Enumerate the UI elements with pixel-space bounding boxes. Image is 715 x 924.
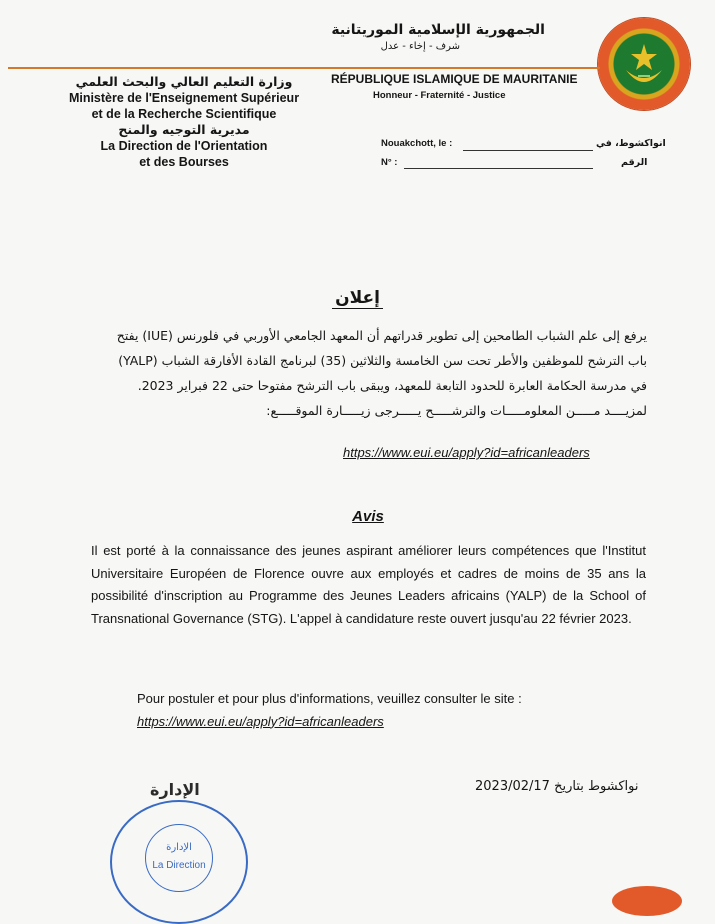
place-label-ar: انواكشوط، في: [596, 138, 666, 149]
avis-apply-text: Pour postuler et pour plus d'informations, veuillez consulter le site :: [137, 691, 522, 706]
header-fr-motto: Honneur - Fraternité - Justice: [373, 90, 506, 101]
direction-fr-2: et des Bourses: [139, 155, 229, 169]
avis-paragraph: Il est porté à la connaissance des jeunes aspirant améliorer leurs compétences que l'Institut Universitaire Européen de Florence ouvre aux employés et cadres de moins de 35 ans la possibilité d'inscription au Programme des Jeunes Leaders africains (YALP) de la School of Transnational Governance (STG). L'appel à candidature reste ouvert jusqu'au 22 février 2023.: [91, 543, 646, 626]
header-ar-motto: شرف - إخاء - عدل: [380, 41, 460, 52]
number-line: [404, 168, 593, 169]
number-label-fr: N° :: [381, 157, 398, 168]
official-stamp: [110, 800, 248, 924]
announcement-link[interactable]: https://www.eui.eu/apply?id=africanleaders: [343, 445, 590, 460]
mauritania-seal: [598, 18, 690, 110]
header-fr-republic: RÉPUBLIQUE ISLAMIQUE DE MAURITANIE: [331, 72, 578, 86]
place-label-fr: Nouakchott, le :: [381, 138, 453, 149]
signature: الإدارة: [150, 780, 200, 799]
ministry-fr-2: et de la Recherche Scientifique: [91, 107, 277, 121]
announcement-title-text: إعلان: [332, 288, 383, 309]
stamp-inner-circle: [145, 824, 213, 892]
announcement-line-1: يرفع إلى علم الشباب الطامحين إلى تطوير قدراتهم أن المعهد الجامعي الأوربي في فلورنس (IUE) يفتح: [116, 328, 647, 343]
direction-ar: مديرية التوجيه والمنح: [118, 122, 250, 137]
corner-mark: [612, 886, 682, 916]
avis-apply-block: [137, 688, 647, 733]
ministry-block: [64, 74, 304, 170]
direction-fr-1: La Direction de l'Orientation: [100, 139, 268, 153]
ministry-fr-1: Ministère de l'Enseignement Supérieur: [68, 91, 300, 105]
header-ar-republic: الجمهورية الإسلامية الموريتانية: [331, 22, 545, 38]
announcement-body: [67, 323, 647, 423]
avis-title: Avis: [352, 508, 384, 525]
number-label-ar: الرقم: [621, 157, 648, 168]
ministry-ar: وزارة التعليم العالي والبحث العلمي: [75, 74, 293, 89]
place-line: [463, 150, 593, 151]
announcement-line-3: في مدرسة الحكامة العابرة للحدود التابعة للمعهد، ويبقى باب الترشح مفتوحا حتى 22 فبراير 2023.: [137, 378, 647, 393]
announcement-line-2: باب الترشح للموظفين والأطر تحت سن الخامسة والثلاثين (35) لبرنامج القادة الأفارقة الشباب (YALP): [118, 353, 647, 368]
star-crescent-icon: [598, 18, 690, 110]
announcement-title: [0, 288, 715, 308]
avis-link[interactable]: https://www.eui.eu/apply?id=africanleaders: [137, 713, 384, 729]
document-date: نواكشوط بتاريخ 2023/02/17: [475, 779, 639, 794]
stamp-text-fr: La Direction: [152, 860, 206, 871]
stamp-text-ar: الإدارة: [166, 842, 192, 853]
header-divider: [8, 67, 600, 69]
announcement-line-4: لمزيــــد مـــــن المعلومـــــات والترشـــــح يـــــرجى زيـــــارة الموقـــــع:: [266, 403, 647, 418]
